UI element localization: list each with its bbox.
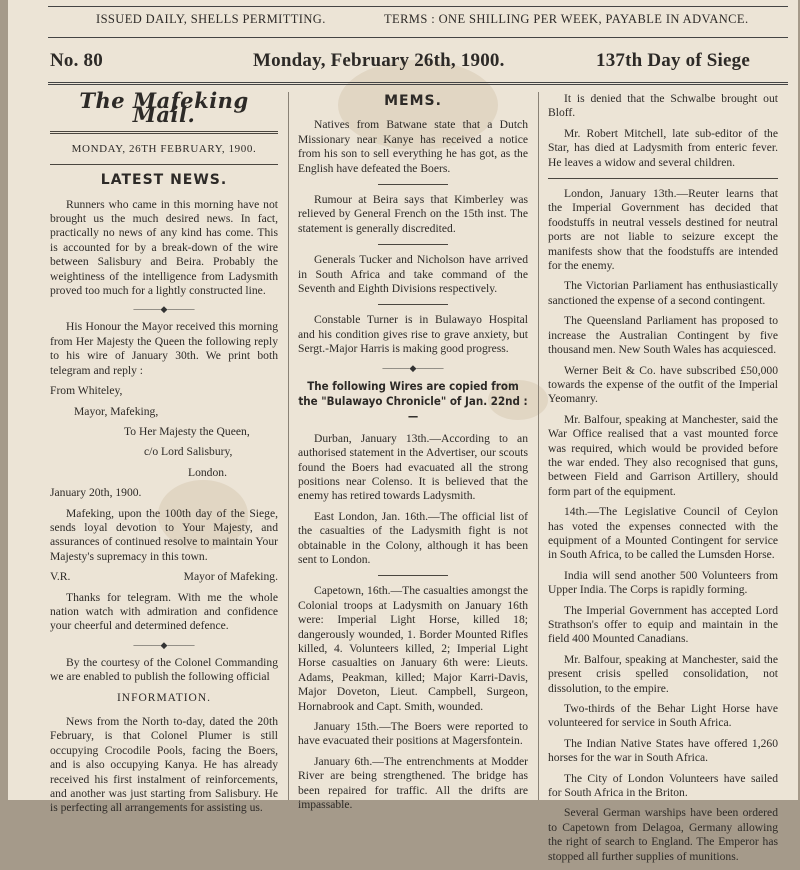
wire-item: East London, Jan. 16th.—The official list of the casualties of the Ladysmith fight is not obtainable in the Colony, although it has been sent to London. <box>298 509 528 566</box>
news-item: The Indian Native States have offered 1,260 horses for the war in South Africa. <box>548 736 778 765</box>
news-item: India will send another 500 Volunteers from Upper India. The Corps is rapidly forming. <box>548 568 778 597</box>
divider <box>378 244 448 245</box>
mayor-signature: Mayor of Mafeking. <box>183 570 278 584</box>
dateline: MONDAY, 26TH FEBRUARY, 1900. <box>71 142 257 155</box>
reply-text: Thanks for telegram. With me the whole nation watch with admiration and confidence your cheerful and determined defence. <box>50 590 278 633</box>
divider <box>50 131 278 134</box>
issue-number: No. 80 <box>50 50 103 71</box>
issue-date: Monday, February 26th, 1900. <box>253 50 505 71</box>
news-item: 14th.—The Legislative Council of Ceylon has voted the expenses connected with the equipment of a Mounted Contingent for service in South Africa, to be called the Lumsden Horse. <box>548 505 778 562</box>
news-item: Mr. Robert Mitchell, late sub-editor of the Star, has died at Ladysmith from enteric fever. He leaves a widow and several children. <box>548 126 778 169</box>
siege-day: 137th Day of Siege <box>596 50 751 71</box>
telegram-text: Mafeking, upon the 100th day of the Siege, sends loyal devotion to Your Majesty, and assurances of continued resolve to maintain Your Majesty's supremacy in this town. <box>50 506 278 563</box>
newspaper-page <box>8 0 798 863</box>
news-item: The Victorian Parliament has enthusiastically sanctioned the expense of a second contingent. <box>548 279 778 307</box>
column-right <box>548 92 778 870</box>
news-item: London, January 13th.—Reuter learns that the Imperial Government has decided that foodstuffs in neutral vessels destined for neutral ports are not liable to seizure except the manifests show that the foodstuffs are intended for the enemy. <box>548 187 778 273</box>
news-paragraph: By the courtesy of the Colonel Commanding we are enabled to publish the following official <box>50 655 278 684</box>
news-paragraph: Runners who came in this morning have not brought us the much desired news. In fact, practically no news of any kind has come. This is accounted for by a break-down of the wire between Salisbury and Beira. Probably the weightiness of the intelligence from Ladysmith proved too much for a lightly constructed line. <box>50 197 278 298</box>
top-rule <box>48 6 788 7</box>
news-item: The City of London Volunteers have sailed for South Africa in the Briton. <box>548 771 778 800</box>
telegram-to: To Her Majesty the Queen, <box>124 424 250 438</box>
latest-news-heading: LATEST NEWS. <box>100 172 228 189</box>
column-rule <box>288 92 289 800</box>
terms-note: TERMS : ONE SHILLING PER WEEK, PAYABLE IN ADVANCE. <box>384 12 749 26</box>
news-paragraph: News from the North to-day, dated the 20th February, is that Colonel Plumer is still occupying Crocodile Pools, facing the Boers, and is also occupying Kanya. He has already received his first instalment of reinforcements, and another was just starting from Salisbury. He is perfecting all arrangements for assisting us. <box>50 715 278 815</box>
news-paragraph: His Honour the Mayor received this morning from Her Majesty the Queen the following reply to his wire of January 30th. We print both telegram and reply : <box>50 320 278 377</box>
news-item: The Imperial Government has accepted Lord Strathson's offer to equip and maintain in the field 400 Mounted Canadians. <box>548 603 778 646</box>
telegram-care-of: c/o Lord Salisbury, <box>144 445 233 459</box>
wire-item: January 15th.—The Boers were reported to have evacuated their positions at Magersfontein. <box>298 720 528 748</box>
telegram-city: London. <box>188 465 227 479</box>
vr-signature: V.R. <box>50 570 71 584</box>
divider <box>378 184 448 185</box>
news-item: Several German warships have been ordered to Capetown from Delagoa, Germany allowing the right of search to England. The Emperor has stopped all further supplies of munitions. <box>548 806 778 863</box>
telegram-date: January 20th, 1900. <box>50 486 142 500</box>
wires-heading: The following Wires are copied from the "Bulawayo Chronicle" of Jan. 22nd :— <box>298 378 528 423</box>
mems-heading: MEMS. <box>384 93 442 109</box>
ornament: ———◆——— <box>133 639 195 650</box>
mem-item: Generals Tucker and Nicholson have arrived in South Africa and take command of the Seventh and Eighth Divisions respectively. <box>298 253 528 296</box>
column-middle <box>298 92 528 818</box>
divider <box>548 178 778 179</box>
news-item: Werner Beit & Co. have subscribed £50,000 towards the expense of the outfit of the Imperial Yeomanry. <box>548 363 778 406</box>
telegram-sender: Mayor, Mafeking, <box>74 404 159 418</box>
header-rule <box>48 37 788 38</box>
column-left <box>50 88 278 822</box>
issued-note: ISSUED DAILY, SHELLS PERMITTING. <box>96 12 326 26</box>
divider <box>378 575 448 576</box>
mem-item: Natives from Batwane state that a Dutch Missionary near Kanye has received a notice from his son to sell everything he has got, as the English have defeated the Boers. <box>298 118 528 175</box>
masthead-title: The Mafeking Mail. <box>79 88 249 128</box>
masthead-rule <box>48 82 788 85</box>
mem-item: Rumour at Beira says that Kimberley was relieved by General French on the 15th inst. The statement is generally discredited. <box>298 193 528 235</box>
news-item: It is denied that the Schwalbe brought out Bloff. <box>548 92 778 120</box>
news-item: Mr. Balfour, speaking at Manchester, said the War Office realised that a vast mounted force was required, which would be provided before the war ended. They also recognised that guns, between Field and Garrison Artillery, should form part of the equipment. <box>548 412 778 498</box>
wire-item: January 6th.—The entrenchments at Modder River are being strengthened. The bridge has been repaired for traffic. All the drifts are impassable. <box>298 754 528 812</box>
divider <box>50 164 278 165</box>
mem-item: Constable Turner is in Bulawayo Hospital and his condition gives rise to grave anxiety, but Sergt.-Major Harris is making good progress. <box>298 313 528 356</box>
ornament: ———◆——— <box>133 304 195 315</box>
information-heading: INFORMATION. <box>116 691 212 704</box>
wire-item: Durban, January 13th.—According to an authorised statement in the Advertiser, our scouts found the Boers had evacuated all the strong positions near Colenso. It is believed that the enemy has retired towards Ladysmith. <box>298 431 528 503</box>
telegram-from: From Whiteley, <box>50 384 123 398</box>
wire-item: Capetown, 16th.—The casualties amongst the Colonial troops at Ladysmith on January 16th were: Imperial Light Horse, killed 18; dangerously wounded, 1. Border Mounted Rifles killed, 4. Volunteers killed, 2; Imperial Light Horse casualties on January 6th were: Lieuts. Adams, Peakman, killed; Major Karri-Davis, Major Doveton, Lieut. Campbell, Surgeon, Hornabrook and Capt. Smith, wounded. <box>298 584 528 713</box>
news-item: Two-thirds of the Behar Light Horse have volunteered for service in South Africa. <box>548 702 778 730</box>
ornament: ———◆——— <box>382 362 444 373</box>
news-item: Mr. Balfour, speaking at Manchester, said the present crisis spelled consolidation, not dissolution, to the empire. <box>548 652 778 695</box>
divider <box>378 304 448 305</box>
column-rule <box>538 92 539 800</box>
news-item: The Queensland Parliament has proposed to increase the Australian Contingent by five thousand men. New South Wales has acquiesced. <box>548 314 778 357</box>
signature-line <box>50 570 278 584</box>
